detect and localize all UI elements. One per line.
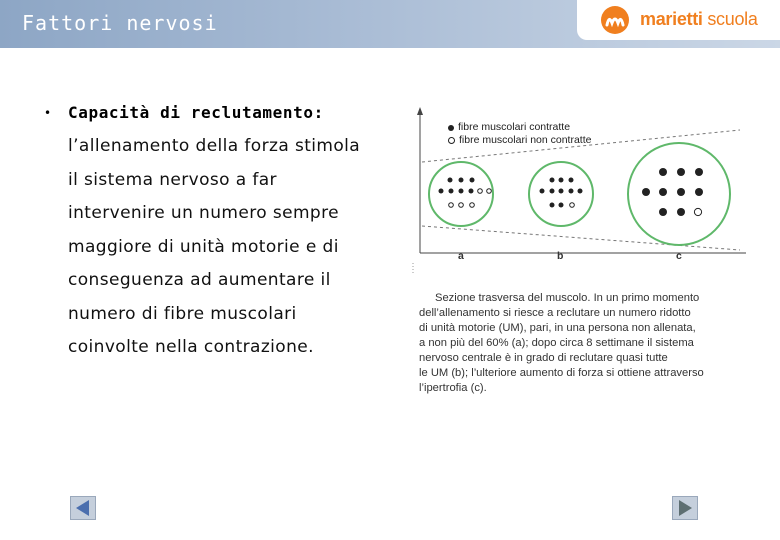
legend-label: fibre muscolari contratte (458, 121, 571, 133)
bullet-item (44, 100, 404, 130)
body-line: il sistema nervoso a far (68, 169, 277, 190)
body-line: conseguenza ad aumentare il (68, 270, 331, 290)
legend-item-not-contracted (448, 134, 591, 147)
figure-legend (448, 121, 591, 147)
triangle-left-icon (71, 497, 95, 519)
body-line: maggiore di unità motorie e di (68, 236, 339, 257)
figure-label-c: c (676, 250, 682, 262)
figure-caption (419, 291, 749, 396)
caption-line: dell’allenamento si riesce a reclutare un numero ridotto (419, 307, 691, 319)
caption-line: Sezione trasversa del muscolo. In un primo momento (435, 292, 700, 304)
bullet-title: Capacità di reclutamento: (68, 103, 324, 122)
figure-label-b: b (557, 250, 564, 262)
previous-slide-button[interactable] (70, 496, 96, 520)
caption-line: nervoso centrale è in grado di reclutare quasi tutte (419, 352, 668, 364)
caption-line: l’ipertrofia (c). (419, 382, 487, 394)
figure-label-a: a (458, 250, 464, 262)
body-line: l’allenamento della forza stimola (68, 136, 361, 156)
slide-content (44, 100, 404, 365)
filled-dot-icon (448, 125, 454, 131)
caption-line: le UM (b); l’ulteriore aumento di forza si ottiene attraverso (419, 367, 704, 379)
legend-item-contracted (448, 121, 591, 134)
bullet-dot-icon: • (44, 106, 52, 120)
hollow-dot-icon (448, 137, 455, 144)
body-line: numero di fibre muscolari (68, 303, 297, 324)
caption-line: a non più del 60% (a); dopo circa 8 settimane il sistema (419, 337, 694, 349)
section-circle-a (429, 162, 493, 226)
logo-wordmark (640, 9, 758, 30)
section-circle-b (529, 162, 593, 226)
next-slide-button[interactable] (672, 496, 698, 520)
legend-label: fibre muscolari non contratte (459, 134, 592, 146)
body-line: coinvolte nella contrazione. (68, 337, 314, 357)
logo-text-light: scuola (707, 9, 758, 29)
publisher-logo (577, 0, 780, 40)
triangle-right-icon (673, 497, 697, 519)
body-line: intervenire un numero sempre (68, 203, 339, 223)
slide-title: Fattori nervosi (22, 11, 218, 35)
logo-text-bold: marietti (640, 9, 703, 29)
marietti-scuola-logo-icon (601, 6, 629, 34)
caption-line: di unità motorie (UM), pari, in una persona non allenata, (419, 322, 696, 334)
slide-header (0, 0, 780, 48)
muscle-cross-section-figure (410, 105, 750, 405)
